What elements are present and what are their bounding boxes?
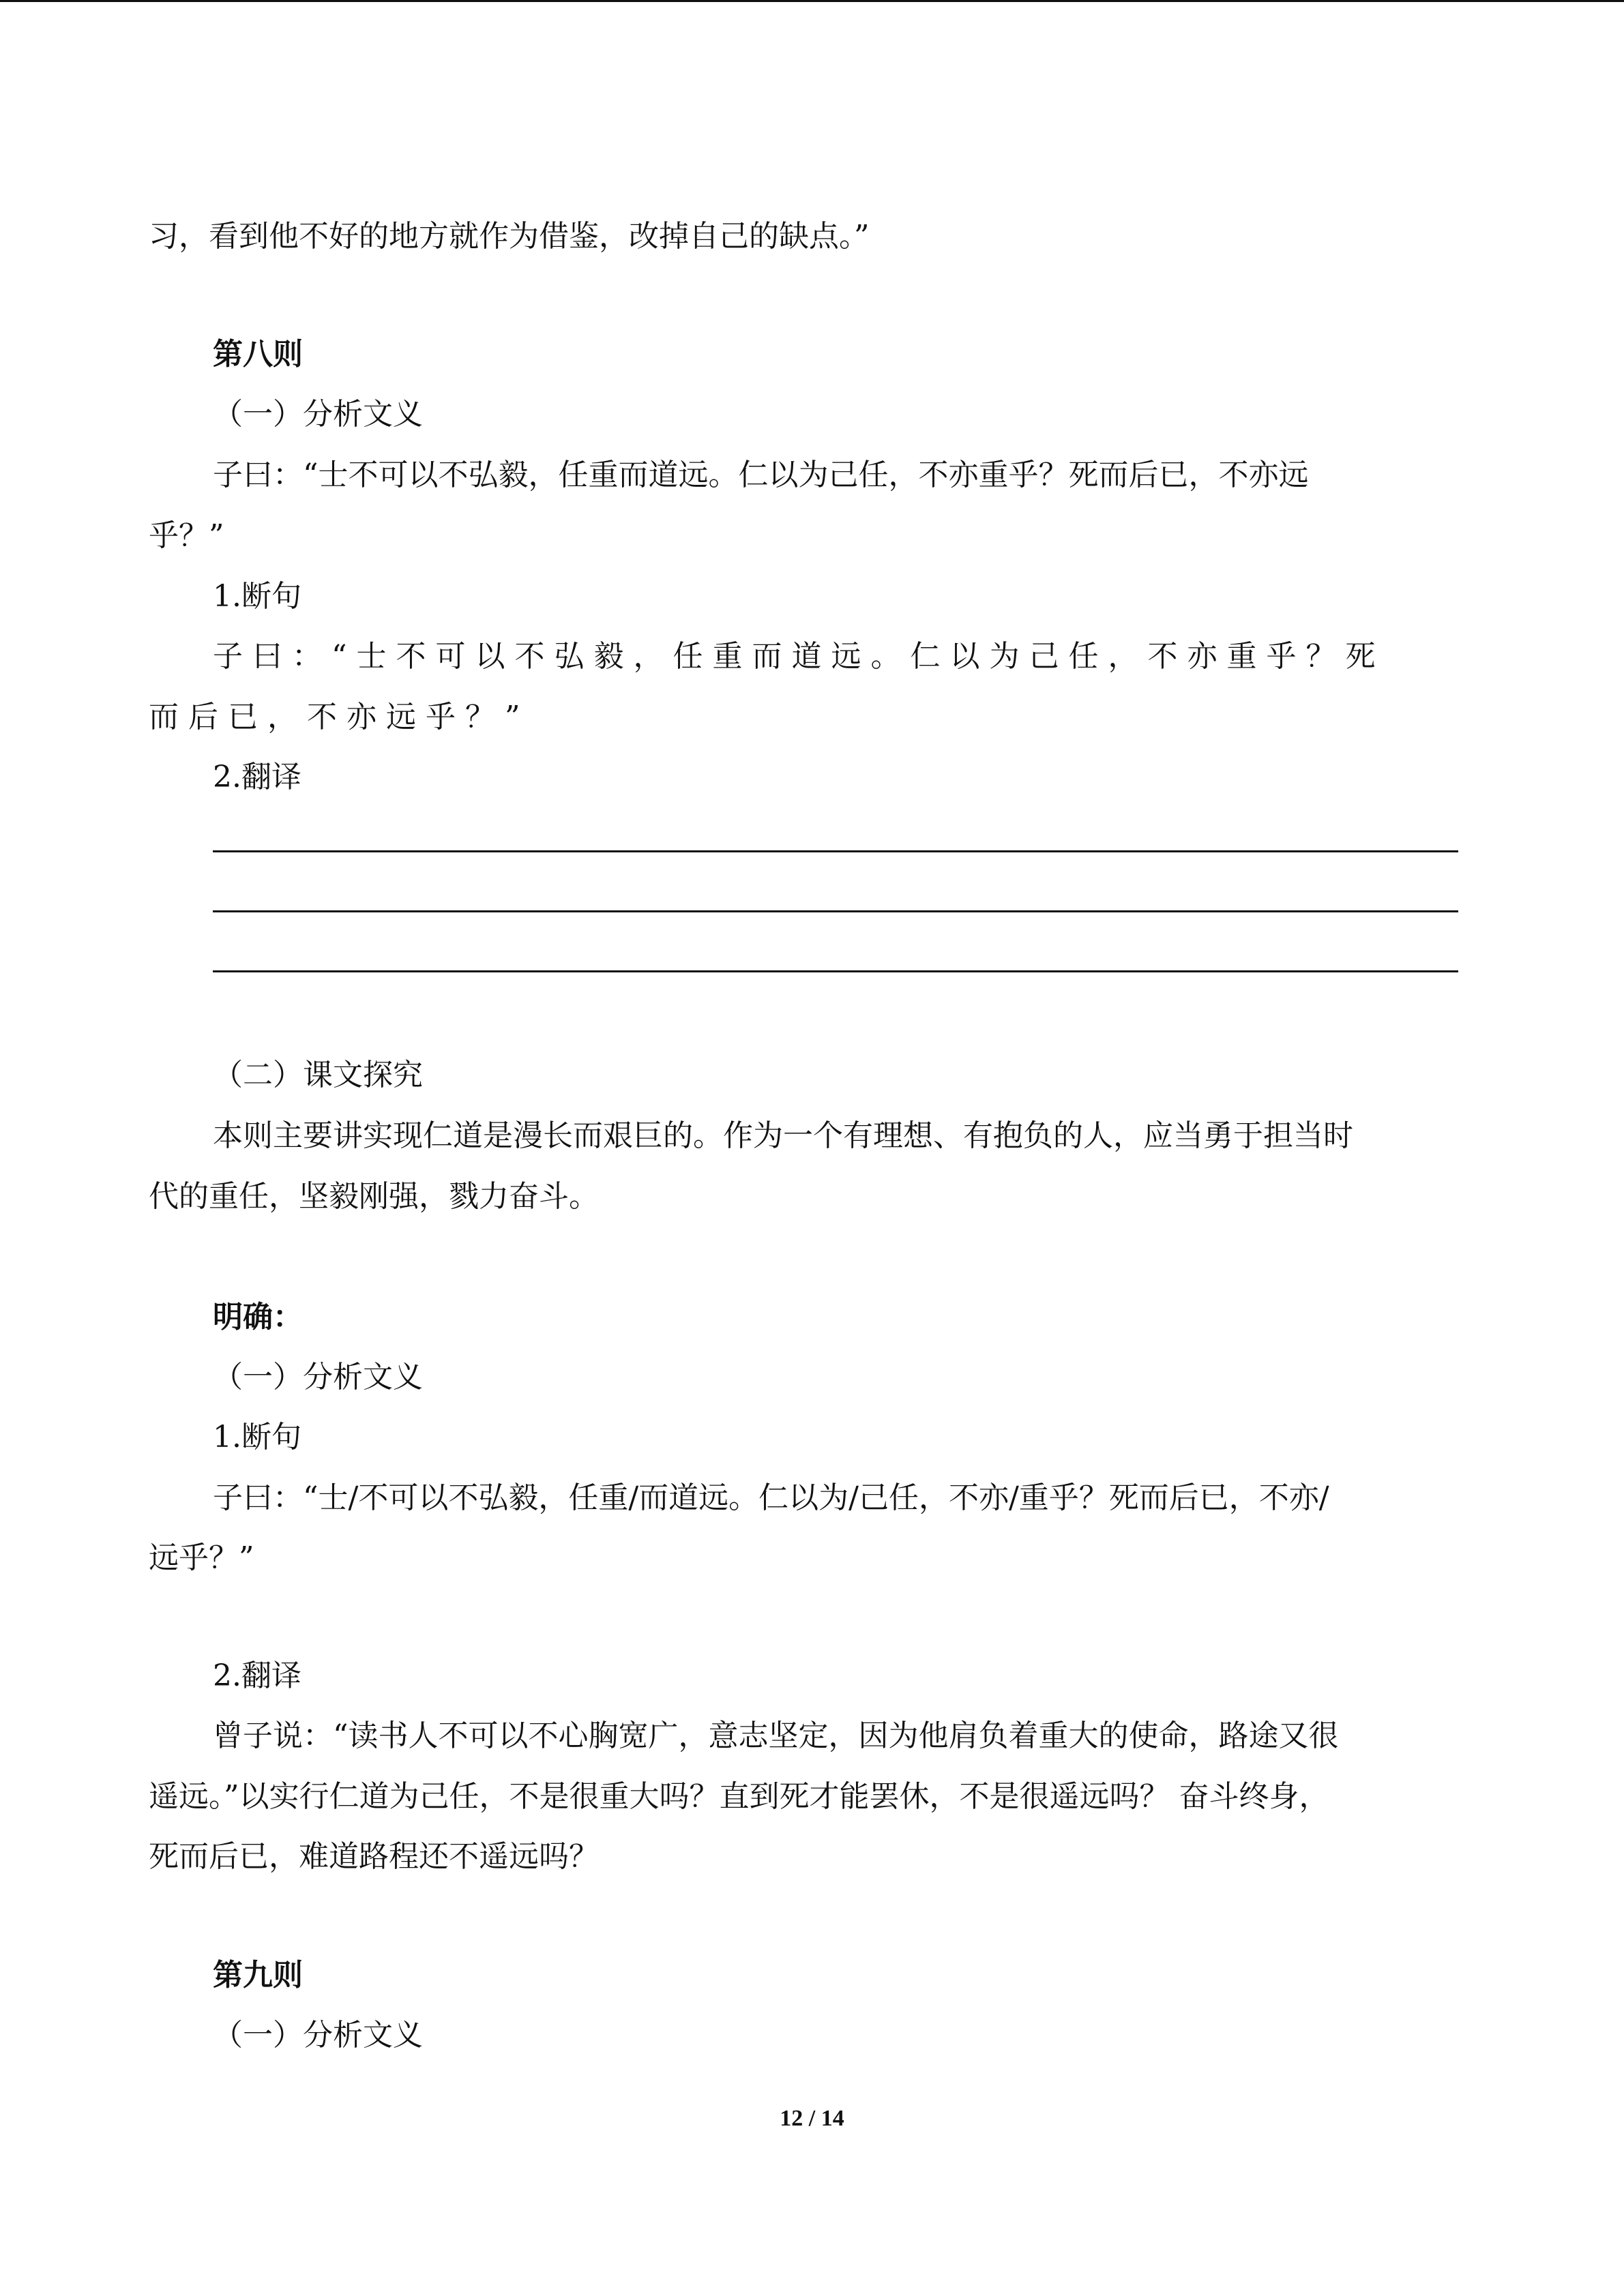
text-line: 远乎？” [149,1540,254,1575]
text-line: 曾子说：“读书人不可以不心胸宽广，意志坚定，因为他肩负着重大的使命，路途又很 [213,1718,1339,1753]
answer-heading: 明确： [213,1300,303,1335]
page-number: 12 / 14 [780,2106,844,2131]
item-heading: 1.断句 [213,1420,301,1455]
text-line-spaced: 子曰：“士不可以不弘毅，任重而道远。仁以为己任，不亦重乎？死 [213,639,1385,674]
item-heading: 1.断句 [213,579,301,614]
subsection-heading: （二）课文探究 [213,1058,423,1092]
subsection-heading: （一）分析文义 [213,1360,423,1395]
text-line: 子曰：“士不可以不弘毅，任重而道远。仁以为己任，不亦重乎？死而后已，不亦远 [213,458,1309,492]
item-heading: 2.翻译 [213,760,301,794]
section-heading-9: 第九则 [213,1958,303,1993]
answer-blank-line[interactable] [213,970,1458,972]
text-line: 子曰：“士/不可以不弘毅，任重/而道远。仁以为/己任，不亦/重乎？死而后已，不亦/ [213,1480,1329,1515]
text-line-spaced: 而后已，不亦远乎？” [149,700,530,734]
text-line: 遥远。”以实行仁道为己任，不是很重大吗？直到死才能罢休，不是很遥远吗？ 奋斗终身， [149,1779,1329,1814]
answer-blank-line[interactable] [213,850,1458,852]
item-heading: 2.翻译 [213,1658,301,1693]
section-heading-8: 第八则 [213,337,303,372]
text-line: 代的重任，坚毅刚强，戮力奋斗。 [149,1179,599,1214]
top-border-line [0,0,1624,2]
text-line: 乎？” [149,518,224,553]
text-line: 死而后已，难道路程还不遥远吗？ [149,1839,599,1874]
answer-blank-line[interactable] [213,910,1458,912]
subsection-heading: （一）分析文义 [213,2018,423,2053]
text-line: 习，看到他不好的地方就作为借鉴，改掉自己的缺点。” [149,219,870,254]
subsection-heading: （一）分析文义 [213,397,423,432]
text-line: 本则主要讲实现仁道是漫长而艰巨的。作为一个有理想、有抱负的人，应当勇于担当时 [213,1118,1353,1153]
